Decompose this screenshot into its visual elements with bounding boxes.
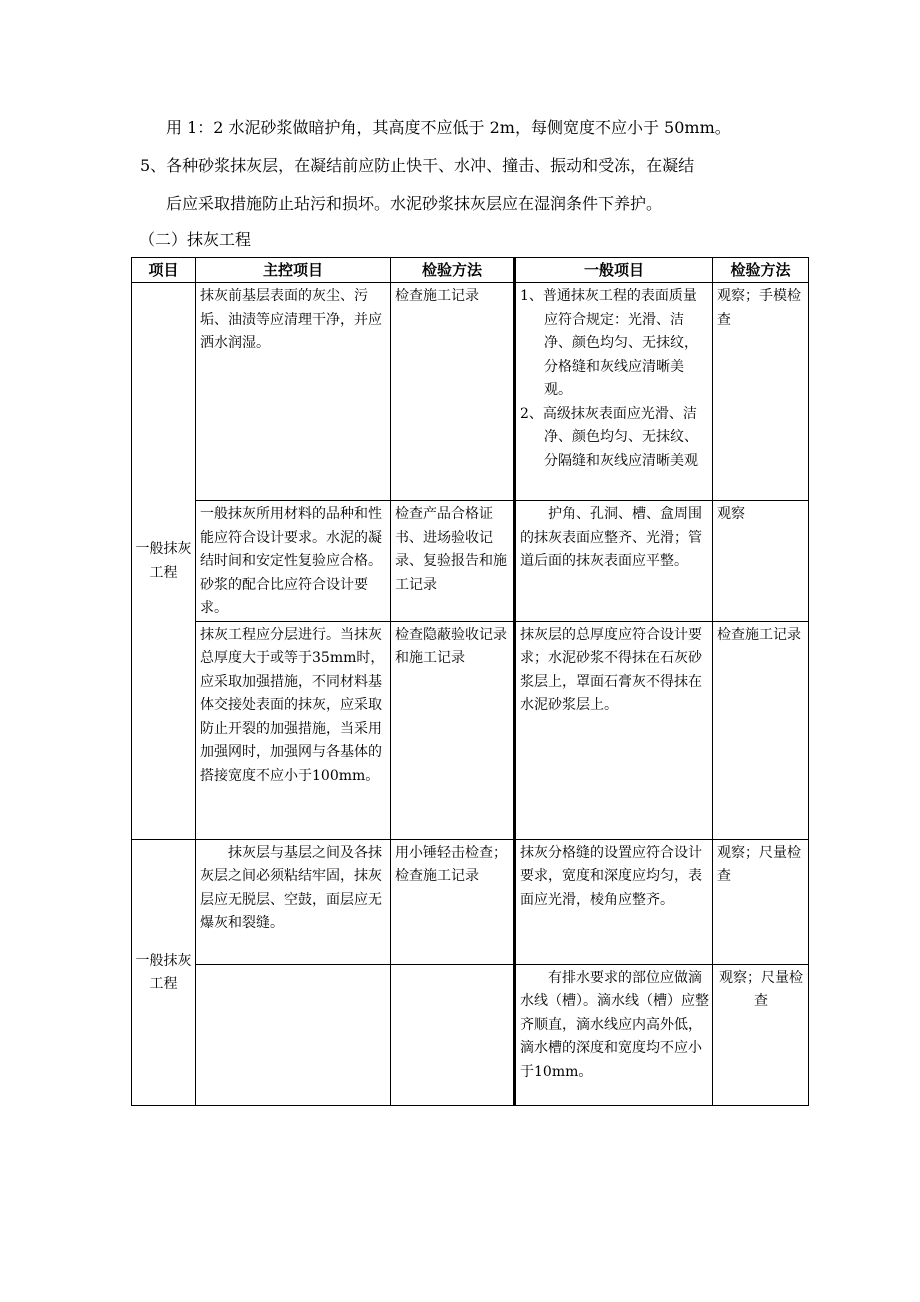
general-method-cell: 检查施工记录 [713, 621, 809, 839]
header-general-items: 一般项目 [515, 258, 713, 283]
main-item-cell: 一般抹灰所用材料的品种和性能应符合设计要求。水泥的凝结时间和安定性复验应合格。砂浆的配合比应符合设计要求。 [196, 501, 391, 622]
paragraph-item-5-continued: 后应采取措施防止玷污和损坏。水泥砂浆抹灰层应在湿润条件下养护。 [166, 194, 663, 213]
general-method-cell: 观察；手模检查 [713, 283, 809, 501]
main-item-cell: 抹灰工程应分层进行。当抹灰总厚度大于或等于35mm时，应采取加强措施，不同材料基体交接处表面的抹灰，应采取防止开裂的加强措施，当采用加强网时，加强网与各基体的搭接宽度不应小于100mm。 [196, 621, 391, 839]
main-item-cell [196, 964, 391, 1105]
main-method-cell: 用小锤轻击检查；检查施工记录 [391, 839, 515, 964]
header-main-items: 主控项目 [196, 258, 391, 283]
general-item-cell [515, 283, 713, 501]
general-item-cell: 护角、孔洞、槽、盒周围的抹灰表面应整齐、光滑；管道后面的抹灰表面应平整。 [515, 501, 713, 622]
general-method-cell: 观察；尺量检查 [713, 839, 809, 964]
general-item-cell: 抹灰层的总厚度应符合设计要求；水泥砂浆不得抹在石灰砂浆层上，罩面石膏灰不得抹在水泥砂浆层上。 [515, 621, 713, 839]
main-item-cell: 抹灰层与基层之间及各抹灰层之间必须粘结牢固，抹灰层应无脱层、空鼓，面层应无爆灰和裂缝。 [196, 839, 391, 964]
table-row [132, 839, 809, 964]
table-row [132, 283, 809, 501]
table-row [132, 964, 809, 1105]
header-main-method: 检验方法 [391, 258, 515, 283]
general-method-cell: 观察；尺量检查 [713, 964, 809, 1105]
main-method-cell: 检查产品合格证书、进场验收记录、复验报告和施工记录 [391, 501, 515, 622]
paragraph-corner-protection: 用 1：2 水泥砂浆做暗护角，其高度不应低于 2m，每侧宽度不应小于 50mm。 [166, 118, 731, 137]
general-item-cell: 有排水要求的部位应做滴水线（槽）。滴水线（槽）应整齐顺直，滴水线应内高外低，滴水槽的深度和宽度均不应小于10mm。 [515, 964, 713, 1105]
group-label: 一般抹灰工程 [132, 839, 196, 1105]
group-label: 一般抹灰工程 [132, 283, 196, 840]
main-method-cell: 检查施工记录 [391, 283, 515, 501]
table-row [132, 621, 809, 839]
table-row [132, 501, 809, 622]
general-item-cell: 抹灰分格缝的设置应符合设计要求，宽度和深度应均匀，表面应光滑，棱角应整齐。 [515, 839, 713, 964]
paragraph-item-5: 5、各种砂浆抹灰层，在凝结前应防止快干、水冲、撞击、振动和受冻，在凝结 [140, 156, 695, 175]
table-header-row [132, 258, 809, 283]
main-item-cell: 抹灰前基层表面的灰尘、污垢、油渍等应清理干净，并应洒水润湿。 [196, 283, 391, 501]
general-method-cell: 观察 [713, 501, 809, 622]
section-heading: （二）抹灰工程 [139, 230, 252, 249]
header-project: 项目 [132, 258, 196, 283]
main-method-cell: 检查隐蔽验收记录和施工记录 [391, 621, 515, 839]
main-method-cell [391, 964, 515, 1105]
plastering-inspection-table [131, 257, 809, 1106]
list-item: 1、普通抹灰工程的表面质量应符合规定：光滑、洁净、颜色均匀、无抹纹，分格缝和灰线应清晰美观。 [520, 288, 698, 398]
list-item: 2、高级抹灰表面应光滑、洁净、颜色均匀、无抹纹、分隔缝和灰线应清晰美观 [520, 405, 698, 469]
header-general-method: 检验方法 [713, 258, 809, 283]
